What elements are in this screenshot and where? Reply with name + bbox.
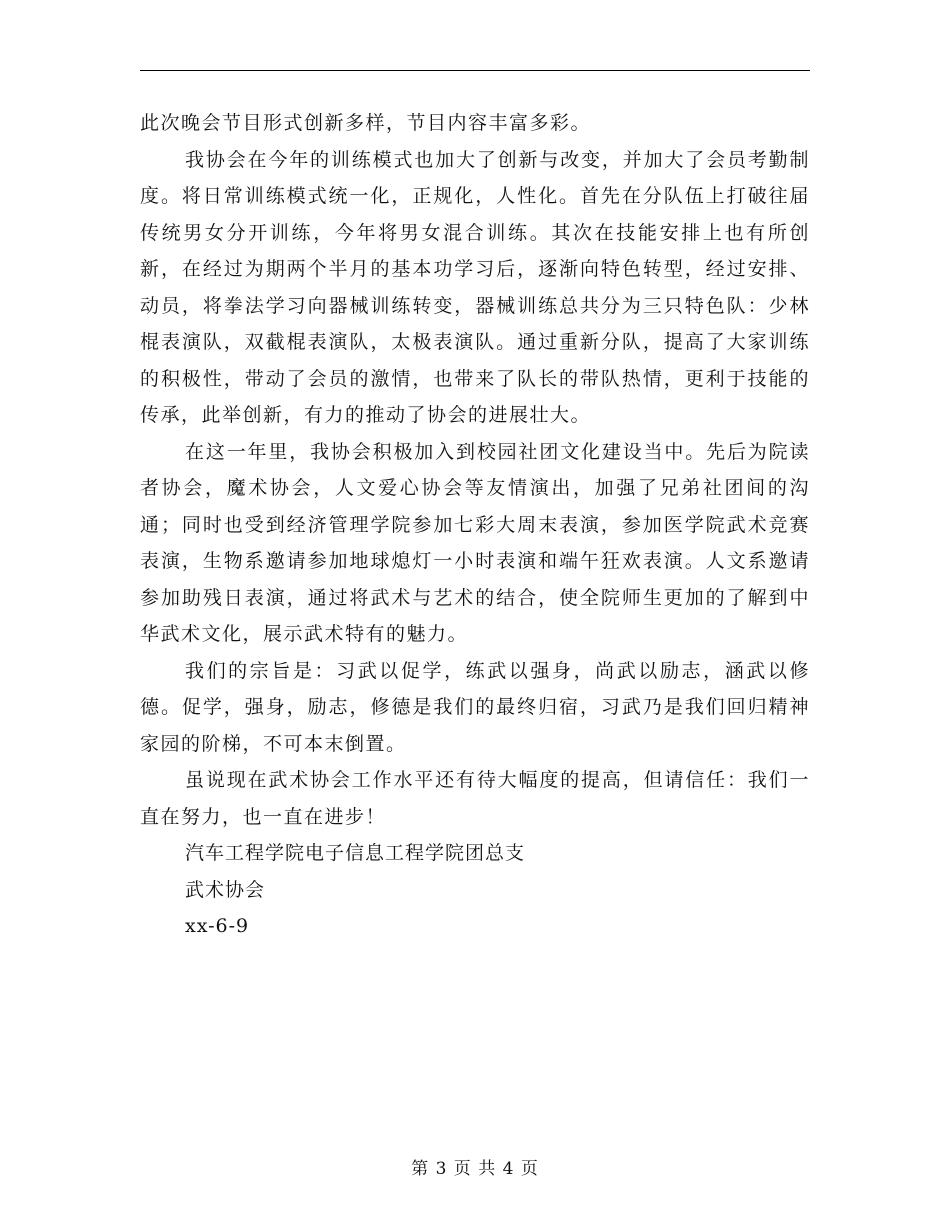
page-number-footer — [0, 1154, 950, 1179]
header-rule — [140, 70, 810, 71]
paragraph-closing: 虽说现在武术协会工作水平还有待大幅度的提高，但请信任：我们一直在努力，也一直在进步！ — [140, 769, 810, 828]
signature-association: 武术协会 — [185, 878, 266, 901]
page-number-label: 第 3 页 共 4 页 — [411, 1159, 539, 1179]
paragraph-continuation: 此次晚会节目形式创新多样，节目内容丰富多彩。 — [140, 112, 592, 134]
paragraph-training-model: 我协会在今年的训练模式也加大了创新与改变，并加大了会员考勤制度。将日常训练模式统一化，正规化，人性化。首先在分队伍上打破往届传统男女分开训练，今年将男女混合训练。其次在技能安排上也有所创新，在经过为期两个半月的基本功学习后，逐渐向特色转型，经过安排、动员，将拳法学习向器械训练转变，器械训练总共分为三只特色队：少林棍表演队，双截棍表演队，太极表演队。通过重新分队，提高了大家训练的积极性，带动了会员的激情，也带来了队长的带队热情，更利于技能的传承，此举创新，有力的推动了协会的进展壮大。 — [140, 148, 810, 426]
signature-organization: 汽车工程学院电子信息工程学院团总支 — [185, 842, 526, 864]
document-body — [140, 105, 810, 945]
paragraph-mission: 我们的宗旨是：习武以促学，练武以强身，尚武以励志，涵武以修德。促学，强身，励志，修德是我们的最终归宿，习武乃是我们回归精神家园的阶梯，不可本末倒置。 — [140, 659, 810, 755]
signature-date: xx-6-9 — [185, 915, 250, 937]
paragraph-campus-culture: 在这一年里，我协会积极加入到校园社团文化建设当中。先后为院读者协会，魔术协会，人文爱心协会等友情演出，加强了兄弟社团间的沟通；同时也受到经济管理学院参加七彩大周末表演，参加医学院武术竞赛表演，生物系邀请参加地球熄灯一小时表演和端午狂欢表演。人文系邀请参加助残日表演，通过将武术与艺术的结合，使全院师生更加的了解到中华武术文化，展示武术特有的魅力。 — [140, 440, 810, 645]
